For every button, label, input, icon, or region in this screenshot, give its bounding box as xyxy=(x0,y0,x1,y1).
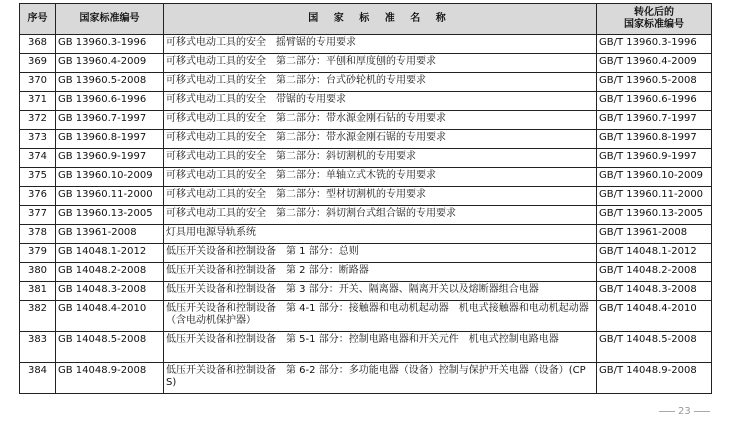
standards-table xyxy=(19,3,712,394)
row-standard-name: 低压开关设备和控制设备 第 6-2 部分：多功能电器（设备）控制与保护开关电器（设备）(CPS) xyxy=(164,363,597,394)
row-serial-number: 382 xyxy=(20,301,56,332)
row-serial-number: 383 xyxy=(20,332,56,363)
row-converted-code: GB/T 14048.4-2010 xyxy=(597,301,712,332)
row-standard-code: GB 13960.13-2005 xyxy=(56,206,164,225)
row-serial-number: 379 xyxy=(20,244,56,263)
row-standard-code: GB 13960.6-1996 xyxy=(56,92,164,111)
row-standard-code: GB 13960.5-2008 xyxy=(56,73,164,92)
row-standard-name: 低压开关设备和控制设备 第 4-1 部分：接触器和电动机起动器 机电式接触器和电动机起动器（含电动机保护器） xyxy=(164,301,597,332)
header-converted-code xyxy=(597,4,712,35)
row-serial-number: 373 xyxy=(20,130,56,149)
row-serial-number: 369 xyxy=(20,54,56,73)
row-converted-code: GB/T 14048.1-2012 xyxy=(597,244,712,263)
row-converted-code: GB/T 14048.2-2008 xyxy=(597,263,712,282)
row-standard-name: 低压开关设备和控制设备 第 3 部分：开关、隔离器、隔离开关以及熔断器组合电器 xyxy=(164,282,597,301)
row-serial-number: 370 xyxy=(20,73,56,92)
row-standard-code: GB 14048.3-2008 xyxy=(56,282,164,301)
table-header-row xyxy=(20,4,712,35)
page-number xyxy=(656,406,713,417)
table-row xyxy=(20,35,712,54)
row-converted-code: GB/T 13960.13-2005 xyxy=(597,206,712,225)
row-standard-name: 可移式电动工具的安全 第二部分：带水源金刚石钻的专用要求 xyxy=(164,111,597,130)
row-standard-code: GB 14048.1-2012 xyxy=(56,244,164,263)
row-converted-code: GB/T 13960.8-1997 xyxy=(597,130,712,149)
row-standard-code: GB 13961-2008 xyxy=(56,225,164,244)
table-row xyxy=(20,225,712,244)
row-serial-number: 372 xyxy=(20,111,56,130)
row-standard-name: 可移式电动工具的安全 第二部分：斜切割机的专用要求 xyxy=(164,149,597,168)
row-converted-code: GB/T 13960.11-2000 xyxy=(597,187,712,206)
row-serial-number: 371 xyxy=(20,92,56,111)
row-standard-code: GB 13960.4-2009 xyxy=(56,54,164,73)
row-standard-code: GB 13960.3-1996 xyxy=(56,35,164,54)
table-row xyxy=(20,332,712,363)
table-row xyxy=(20,282,712,301)
row-standard-name: 低压开关设备和控制设备 第 5-1 部分：控制电路电器和开关元件 机电式控制电路电器 xyxy=(164,332,597,363)
table-row xyxy=(20,244,712,263)
row-standard-name: 低压开关设备和控制设备 第 2 部分：断路器 xyxy=(164,263,597,282)
row-serial-number: 375 xyxy=(20,168,56,187)
row-converted-code: GB/T 13960.7-1997 xyxy=(597,111,712,130)
row-serial-number: 384 xyxy=(20,363,56,394)
table-row xyxy=(20,111,712,130)
page-number-value: 23 xyxy=(678,406,691,417)
table-row xyxy=(20,149,712,168)
row-converted-code: GB/T 13960.3-1996 xyxy=(597,35,712,54)
row-standard-name: 灯具用电源导轨系统 xyxy=(164,225,597,244)
page-number-left-dash xyxy=(659,411,675,412)
header-converted-line1: 转化后的 xyxy=(634,7,674,18)
table-row xyxy=(20,301,712,332)
row-converted-code: GB/T 14048.3-2008 xyxy=(597,282,712,301)
table-row xyxy=(20,168,712,187)
row-standard-code: GB 14048.2-2008 xyxy=(56,263,164,282)
row-standard-name: 可移式电动工具的安全 第二部分：台式砂轮机的专用要求 xyxy=(164,73,597,92)
table-row xyxy=(20,73,712,92)
table-row xyxy=(20,54,712,73)
row-standard-name: 可移式电动工具的安全 第二部分：斜切割台式组合锯的专用要求 xyxy=(164,206,597,225)
row-standard-code: GB 14048.9-2008 xyxy=(56,363,164,394)
row-serial-number: 378 xyxy=(20,225,56,244)
row-serial-number: 380 xyxy=(20,263,56,282)
table-row xyxy=(20,206,712,225)
row-standard-code: GB 13960.7-1997 xyxy=(56,111,164,130)
row-standard-code: GB 14048.4-2010 xyxy=(56,301,164,332)
table-row xyxy=(20,130,712,149)
header-standard-code: 国家标准编号 xyxy=(56,4,164,35)
row-converted-code: GB/T 13960.10-2009 xyxy=(597,168,712,187)
row-standard-code: GB 13960.8-1997 xyxy=(56,130,164,149)
row-standard-code: GB 14048.5-2008 xyxy=(56,332,164,363)
row-converted-code: GB/T 13961-2008 xyxy=(597,225,712,244)
row-standard-name: 低压开关设备和控制设备 第 1 部分：总则 xyxy=(164,244,597,263)
table-row xyxy=(20,263,712,282)
row-converted-code: GB/T 13960.4-2009 xyxy=(597,54,712,73)
row-standard-name: 可移式电动工具的安全 第二部分：型材切割机的专用要求 xyxy=(164,187,597,206)
row-standard-name: 可移式电动工具的安全 第二部分：带水源金刚石锯的专用要求 xyxy=(164,130,597,149)
row-standard-code: GB 13960.11-2000 xyxy=(56,187,164,206)
row-standard-name: 可移式电动工具的安全 第二部分：单轴立式木铣的专用要求 xyxy=(164,168,597,187)
header-serial-number: 序号 xyxy=(20,4,56,35)
row-converted-code: GB/T 13960.9-1997 xyxy=(597,149,712,168)
row-serial-number: 374 xyxy=(20,149,56,168)
table-row xyxy=(20,92,712,111)
header-standard-name: 国 家 标 准 名 称 xyxy=(164,4,597,35)
row-converted-code: GB/T 13960.6-1996 xyxy=(597,92,712,111)
header-converted-line2: 国家标准编号 xyxy=(624,19,684,30)
row-standard-name: 可移式电动工具的安全 摇臂锯的专用要求 xyxy=(164,35,597,54)
row-converted-code: GB/T 14048.9-2008 xyxy=(597,363,712,394)
row-standard-code: GB 13960.9-1997 xyxy=(56,149,164,168)
row-standard-name: 可移式电动工具的安全 带锯的专用要求 xyxy=(164,92,597,111)
table-row xyxy=(20,187,712,206)
row-standard-name: 可移式电动工具的安全 第二部分：平刨和厚度刨的专用要求 xyxy=(164,54,597,73)
row-converted-code: GB/T 13960.5-2008 xyxy=(597,73,712,92)
page-number-right-dash xyxy=(694,411,710,412)
row-standard-code: GB 13960.10-2009 xyxy=(56,168,164,187)
row-converted-code: GB/T 14048.5-2008 xyxy=(597,332,712,363)
row-serial-number: 376 xyxy=(20,187,56,206)
row-serial-number: 368 xyxy=(20,35,56,54)
row-serial-number: 381 xyxy=(20,282,56,301)
table-row xyxy=(20,363,712,394)
row-serial-number: 377 xyxy=(20,206,56,225)
